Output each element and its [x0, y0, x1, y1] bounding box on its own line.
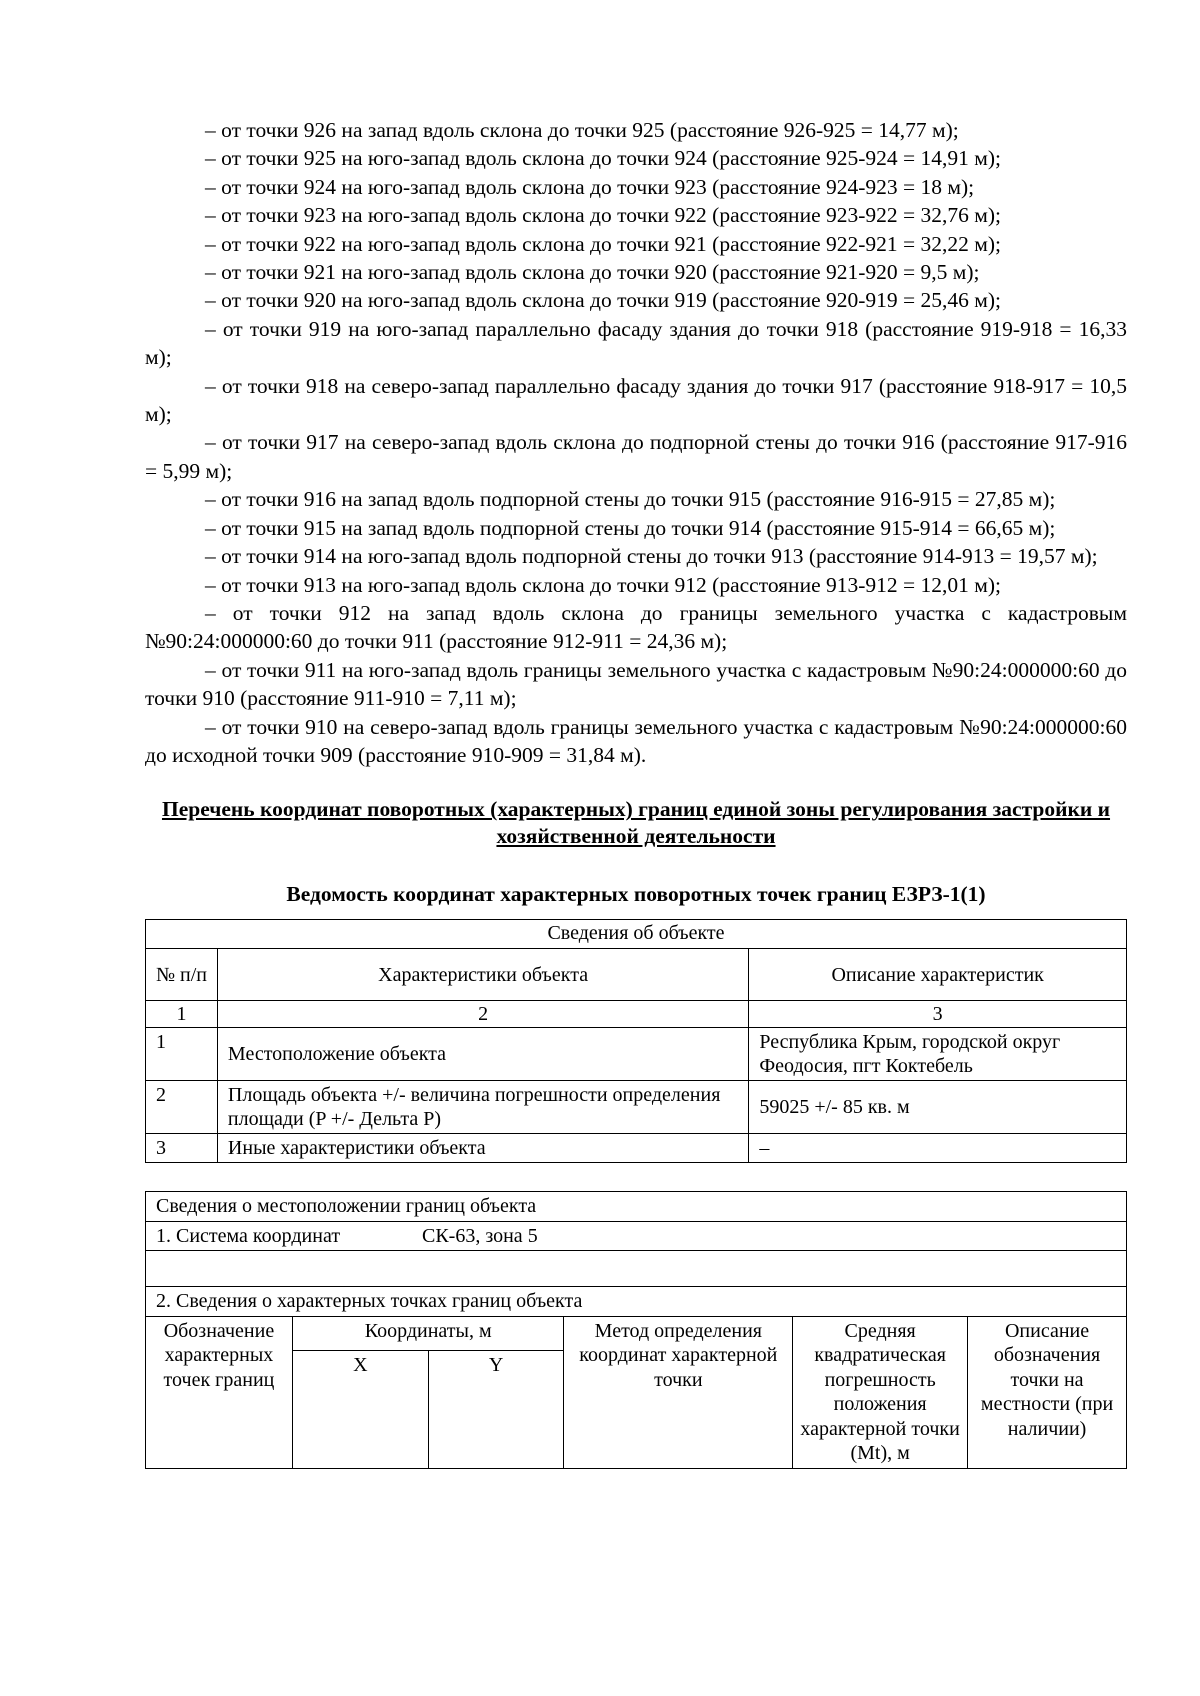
- boundary-paragraph: – от точки 915 на запад вдоль подпорной стены до точки 914 (расстояние 915-914 = 66,65 м);: [205, 515, 1056, 540]
- empty-row: [146, 1251, 1127, 1287]
- boundary-paragraph: – от точки 912 на запад вдоль склона до границы земельного участка с кадастровым №90:24:000000:60 до точки 911 (расстояние 912-911 = 24,36 м);: [145, 600, 1127, 654]
- header-coordinates: Координаты, м: [292, 1316, 564, 1350]
- row-number: 3: [146, 1134, 218, 1163]
- document-page: [145, 116, 1127, 1469]
- header-designation: Обозначение характерных точек границ: [146, 1316, 293, 1468]
- boundary-paragraph: – от точки 925 на юго-запад вдоль склона до точки 924 (расстояние 925-924 = 14,91 м);: [205, 146, 1002, 171]
- coord-system-text: СК-63, зона 5: [421, 1224, 538, 1247]
- col-number-2: 2: [217, 1001, 748, 1028]
- row-name: Площадь объекта +/- величина погрешности определения площади (P +/- Дельта P): [217, 1081, 748, 1134]
- row-number: 2: [146, 1081, 218, 1134]
- boundary-paragraph: – от точки 920 на юго-запад вдоль склона до точки 919 (расстояние 920-919 = 25,46 м);: [205, 288, 1002, 313]
- row-value: Республика Крым, городской округ Феодосия, пгт Коктебель: [749, 1028, 1127, 1081]
- boundary-paragraph: – от точки 919 на юго-запад параллельно фасаду здания до точки 918 (расстояние 919-918 = 16,33 м);: [145, 316, 1127, 370]
- boundary-paragraph: – от точки 916 на запад вдоль подпорной стены до точки 915 (расстояние 916-915 = 27,85 м);: [205, 487, 1056, 512]
- col-header-characteristics: Характеристики объекта: [217, 949, 748, 1001]
- boundary-paragraph: – от точки 922 на юго-запад вдоль склона до точки 921 (расстояние 922-921 = 32,22 м);: [205, 231, 1002, 256]
- boundary-paragraph: – от точки 918 на северо-запад параллельно фасаду здания до точки 917 (расстояние 918-917 = 10,5 м);: [145, 373, 1127, 427]
- table-row: [146, 1134, 1127, 1163]
- points-title: 2. Сведения о характерных точках границ объекта: [146, 1287, 1127, 1317]
- row-name: Местоположение объекта: [217, 1028, 748, 1081]
- header-x: X: [292, 1350, 428, 1468]
- table-row: [146, 1081, 1127, 1134]
- boundary-paragraph: – от точки 914 на юго-запад вдоль подпорной стены до точки 913 (расстояние 914-913 = 19,57 м);: [205, 544, 1098, 569]
- boundary-paragraph: – от точки 921 на юго-запад вдоль склона до точки 920 (расстояние 921-920 = 9,5 м);: [205, 260, 980, 285]
- boundary-paragraph: – от точки 924 на юго-запад вдоль склона до точки 923 (расстояние 924-923 = 18 м);: [205, 174, 975, 199]
- header-description: Описание обозначения точки на местности (при наличии): [968, 1316, 1127, 1468]
- boundary-paragraph: – от точки 910 на северо-запад вдоль границы земельного участка с кадастровым №90:24:000000:60 до исходной точки 909 (расстояние 910-909 = 31,84 м).: [145, 714, 1127, 767]
- object-table-title: Сведения об объекте: [146, 920, 1127, 949]
- col-number-1: 1: [146, 1001, 218, 1028]
- section-heading: Перечень координат поворотных (характерных) границ единой зоны регулирования застройки и хозяйственной деятельности: [161, 797, 1111, 849]
- boundary-paragraph: – от точки 911 на юго-запад вдоль границы земельного участка с кадастровым №90:24:000000:60 до точки 910 (расстояние 911-910 = 7,11 м);: [145, 657, 1127, 711]
- object-info-table: [145, 919, 1127, 1163]
- row-value: 59025 +/- 85 кв. м: [749, 1081, 1127, 1134]
- row-value: –: [749, 1134, 1127, 1163]
- col-number-3: 3: [749, 1001, 1127, 1028]
- boundary-description: [145, 116, 1127, 769]
- header-error: Средняя квадратическая погрешность положения характерной точки (Mt), м: [793, 1316, 968, 1468]
- coord-system-value: [421, 1221, 1127, 1251]
- header-y: Y: [428, 1350, 564, 1468]
- row-number: 1: [146, 1028, 218, 1081]
- boundary-paragraph: – от точки 913 на юго-запад вдоль склона до точки 912 (расстояние 913-912 = 12,01 м);: [205, 572, 1002, 597]
- coord-system-label: 1. Система координат: [146, 1221, 564, 1251]
- header-method: Метод определения координат характерной точки: [564, 1316, 793, 1468]
- table-row: [146, 1028, 1127, 1081]
- boundary-paragraph: – от точки 926 на запад вдоль склона до точки 925 (расстояние 926-925 = 14,77 м);: [205, 118, 959, 142]
- location-table-title: Сведения о местоположении границ объекта: [146, 1192, 1127, 1222]
- col-header-number: № п/п: [146, 949, 218, 1001]
- row-name: Иные характеристики объекта: [217, 1134, 748, 1163]
- table-title: Ведомость координат характерных поворотных точек границ ЕЗРЗ-1(1): [286, 882, 986, 907]
- boundary-paragraph: – от точки 917 на северо-запад вдоль склона до подпорной стены до точки 916 (расстояние 917-916 = 5,99 м);: [145, 430, 1127, 483]
- col-header-description: Описание характеристик: [749, 949, 1127, 1001]
- location-table: [145, 1191, 1127, 1469]
- boundary-paragraph: – от точки 923 на юго-запад вдоль склона до точки 922 (расстояние 923-922 = 32,76 м);: [205, 203, 1002, 228]
